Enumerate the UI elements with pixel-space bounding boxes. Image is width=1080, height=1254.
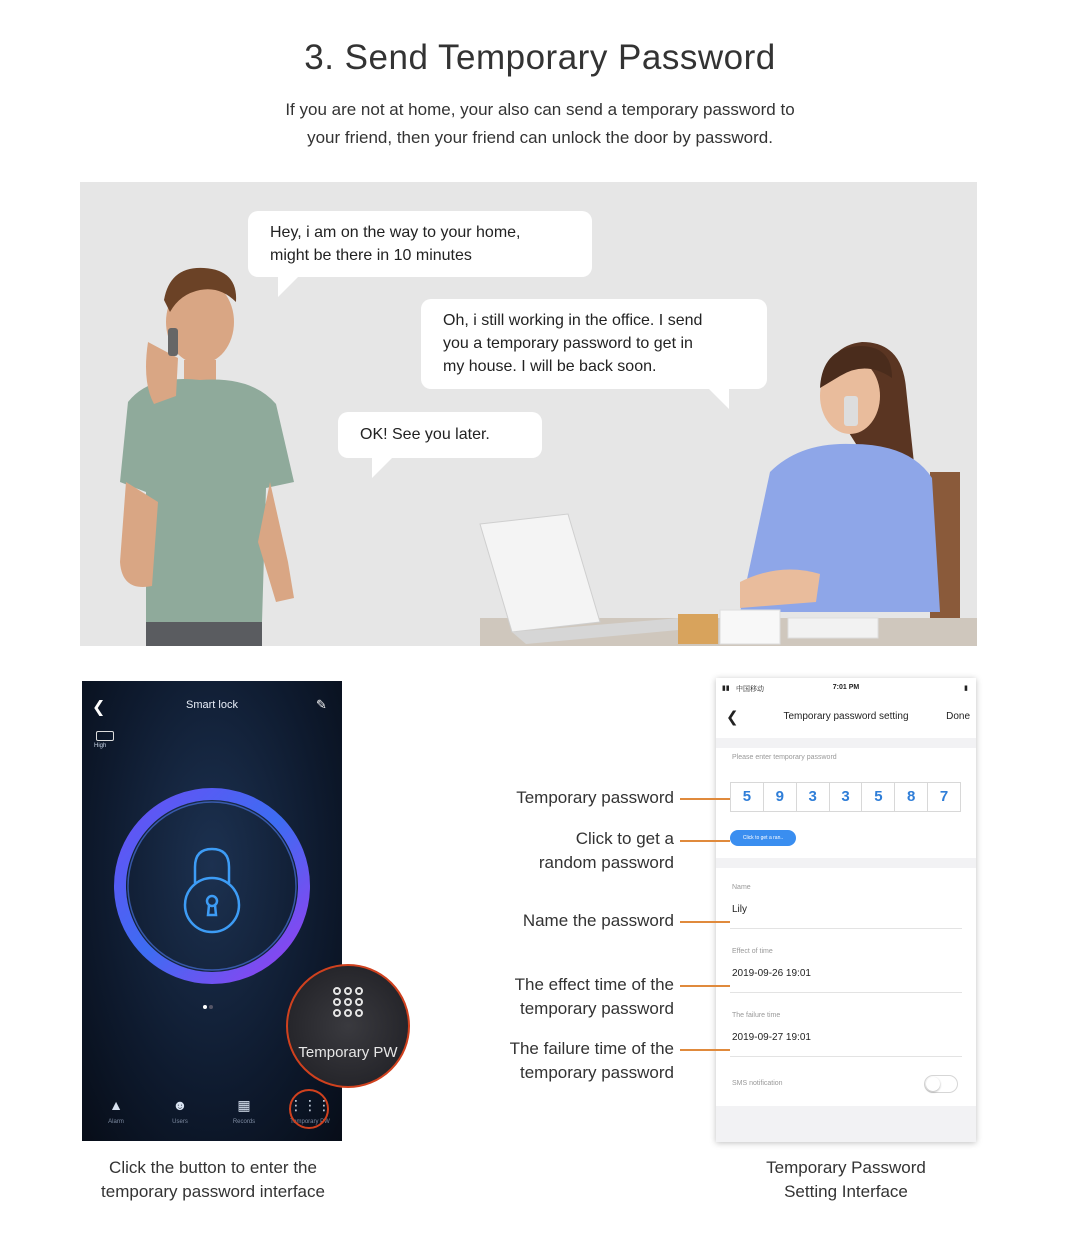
keypad-icon: ⋮⋮⋮ bbox=[289, 1097, 331, 1113]
callout-failure-line2: temporary password bbox=[519, 1063, 674, 1082]
effect-time-field[interactable]: 2019-09-26 19:01 bbox=[732, 968, 811, 979]
callout-random bbox=[470, 827, 674, 875]
callout-name: Name the password bbox=[522, 911, 674, 930]
callout-failure bbox=[450, 1037, 674, 1085]
header-title: Temporary password setting bbox=[783, 711, 909, 722]
status-time: 7:01 PM bbox=[832, 684, 860, 691]
callout-effect-line1: The effect time of the bbox=[514, 975, 674, 994]
zoom-temporary-pw bbox=[286, 964, 410, 1088]
effect-time-label: Effect of time bbox=[732, 948, 773, 955]
bubble3-text: OK! See you later. bbox=[360, 426, 490, 443]
password-section bbox=[716, 748, 976, 858]
callout-line bbox=[680, 840, 730, 842]
divider bbox=[730, 928, 962, 929]
page-title: 3. Send Temporary Password bbox=[304, 38, 776, 77]
callout-random-line1: Click to get a bbox=[575, 829, 674, 848]
unlock-ring[interactable] bbox=[107, 781, 317, 991]
digit-6[interactable]: 8 bbox=[895, 783, 928, 811]
digit-1[interactable]: 5 bbox=[731, 783, 764, 811]
digit-7[interactable]: 7 bbox=[939, 788, 949, 805]
nav-temporary-pw-label: Temporary PW bbox=[290, 1119, 330, 1125]
battery-icon bbox=[96, 731, 114, 741]
nav-alarm[interactable] bbox=[90, 1097, 142, 1125]
woman-figure bbox=[740, 342, 960, 642]
digit-2[interactable]: 9 bbox=[764, 783, 797, 811]
status-bar bbox=[716, 678, 976, 698]
bubble2-line3: my house. I will be back soon. bbox=[443, 358, 657, 375]
signal-icon: ▮▮ bbox=[722, 685, 730, 692]
failure-time-label: The failure time bbox=[732, 1012, 781, 1019]
callout-failure-line1: The failure time of the bbox=[509, 1039, 674, 1058]
nav-records[interactable] bbox=[218, 1097, 270, 1125]
speech-bubble-man-1 bbox=[248, 211, 592, 277]
edit-icon[interactable]: ✎ bbox=[316, 697, 327, 712]
caption2-line1: Temporary Password bbox=[766, 1158, 926, 1177]
intro-text bbox=[0, 96, 1080, 152]
name-label: Name bbox=[732, 884, 751, 891]
battery-icon: ▮ bbox=[964, 685, 968, 692]
intro-line-2: your friend, then your friend can unlock the door by password. bbox=[307, 128, 773, 147]
nav-alarm-label: Alarm bbox=[108, 1119, 124, 1125]
man-figure bbox=[120, 268, 294, 646]
details-section bbox=[716, 868, 976, 1106]
callout-line bbox=[680, 985, 730, 987]
divider bbox=[730, 1056, 962, 1057]
random-password-button[interactable]: Click to get a ran.. bbox=[730, 830, 796, 846]
users-icon: ☻ bbox=[172, 1097, 188, 1113]
alarm-icon: ▲ bbox=[109, 1097, 123, 1113]
back-icon[interactable]: ❮ bbox=[726, 709, 739, 726]
zoom-label: Temporary PW bbox=[298, 1044, 398, 1061]
battery-label: High bbox=[94, 743, 107, 749]
digit-4[interactable]: 3 bbox=[830, 783, 863, 811]
speech-bubble-man-2 bbox=[338, 412, 542, 458]
password-digit-boxes[interactable] bbox=[730, 782, 961, 812]
nav-users[interactable] bbox=[154, 1097, 206, 1125]
nav-records-label: Records bbox=[232, 1119, 256, 1125]
carrier-label: 中国移动 bbox=[736, 686, 764, 693]
sms-label: SMS notification bbox=[732, 1080, 783, 1087]
password-prompt: Please enter temporary password bbox=[732, 754, 837, 761]
intro-line-1: If you are not at home, your also can send a temporary password to bbox=[285, 100, 795, 119]
callout-temp-password: Temporary password bbox=[516, 788, 674, 807]
speech-bubble-woman bbox=[421, 299, 767, 389]
callout-line bbox=[680, 1049, 730, 1051]
nav-users-label: Users bbox=[172, 1119, 188, 1125]
calendar-icon: ▦ bbox=[237, 1097, 251, 1113]
callout-effect-line2: temporary password bbox=[519, 999, 674, 1018]
bubble1-line1: Hey, i am on the way to your home, bbox=[270, 224, 521, 241]
lock-app-title: Smart lock bbox=[186, 699, 238, 711]
sms-toggle[interactable] bbox=[924, 1075, 958, 1093]
nav-header bbox=[716, 698, 976, 738]
conversation-scene bbox=[80, 182, 977, 646]
divider bbox=[730, 992, 962, 993]
bubble1-line2: might be there in 10 minutes bbox=[270, 247, 472, 264]
smart-lock-screen bbox=[82, 681, 342, 1141]
callout-effect bbox=[450, 973, 674, 1021]
caption1-line2: temporary password interface bbox=[101, 1182, 325, 1201]
bubble2-line2: you a temporary password to get in bbox=[443, 335, 693, 352]
callout-line bbox=[680, 921, 730, 923]
callout-line bbox=[680, 798, 730, 800]
digit-3[interactable]: 3 bbox=[797, 783, 830, 811]
callout-random-line2: random password bbox=[538, 853, 674, 872]
failure-time-field[interactable]: 2019-09-27 19:01 bbox=[732, 1032, 811, 1043]
lock-icon bbox=[185, 849, 239, 932]
back-icon[interactable]: ❮ bbox=[92, 699, 106, 716]
done-button[interactable]: Done bbox=[946, 711, 970, 722]
temp-password-screen bbox=[716, 678, 976, 1142]
name-field[interactable]: Lily bbox=[732, 904, 748, 915]
digit-5[interactable]: 5 bbox=[862, 783, 895, 811]
bubble2-line1: Oh, i still working in the office. I send bbox=[443, 312, 703, 329]
password-app-caption bbox=[716, 1156, 976, 1204]
caption2-line2: Setting Interface bbox=[784, 1182, 908, 1201]
highlight-circle bbox=[289, 1089, 329, 1129]
lock-app-caption bbox=[82, 1156, 344, 1204]
page-dots bbox=[202, 996, 214, 1014]
keypad-icon-zoomed bbox=[332, 986, 364, 1018]
caption1-line1: Click the button to enter the bbox=[109, 1158, 317, 1177]
